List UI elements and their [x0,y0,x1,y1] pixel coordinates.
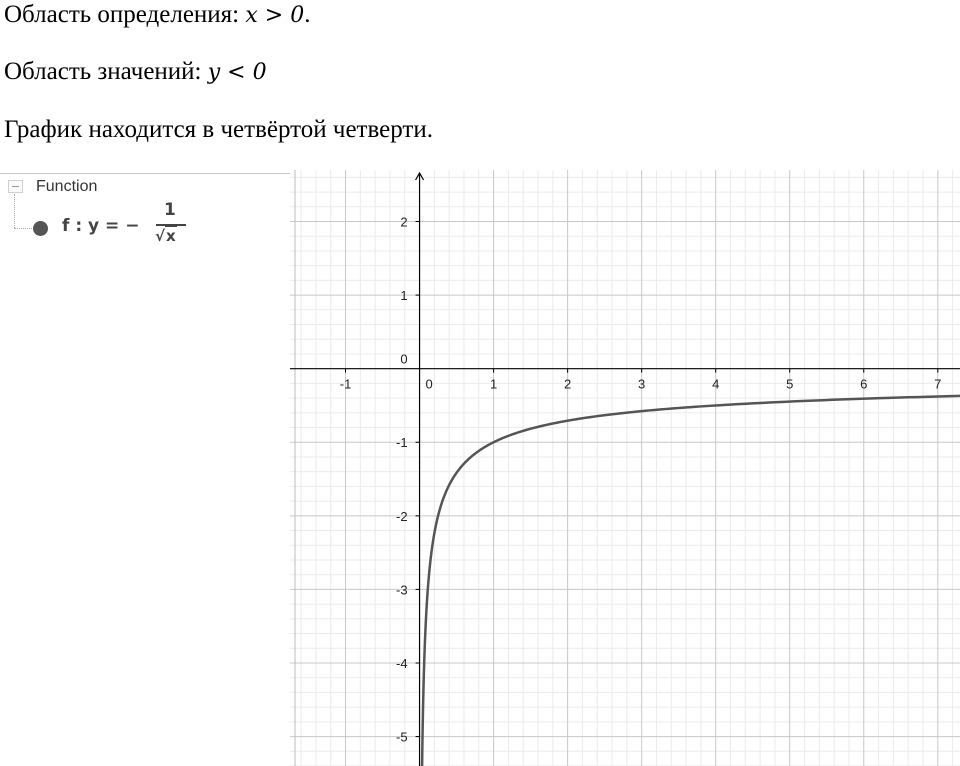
x-tick-label: 4 [712,376,720,392]
function-curve[interactable] [422,396,960,766]
axes [290,173,960,766]
y-tick-label: -4 [395,655,408,671]
y-tick-label: 0 [400,351,408,367]
y-tick-label: -3 [395,582,408,598]
x-tick-label: -1 [339,376,352,392]
domain-math: x > 0 [245,3,305,28]
range-statement: Область значений: y < 0 [4,58,267,85]
radical-sign: √ [155,227,166,245]
quadrant-statement: График находится в четвёртой четверти. [4,116,433,143]
major-grid [290,170,960,766]
tick-labels [340,215,942,745]
formula-denominator [155,227,177,245]
algebra-divider [0,173,290,174]
tree-line-vertical [14,194,15,228]
y-tick-label: -2 [395,508,408,524]
x-tick-label: 6 [860,376,868,392]
x-tick-label: 1 [489,376,498,392]
algebra-view [0,170,290,766]
x-tick-label: 5 [786,376,794,392]
x-tick-label: 2 [564,376,572,392]
y-tick-label: 2 [400,214,408,230]
visibility-dot-icon[interactable] [33,221,48,236]
formula-numerator: 1 [164,200,176,220]
function-group-label[interactable]: Function [36,178,98,195]
graphics-view[interactable] [290,170,960,766]
x-tick-label: 7 [934,376,942,392]
minor-grid [290,170,960,766]
y-tick-label: -1 [395,435,408,451]
x-tick-label: 0 [425,376,433,392]
tree-line-horizontal [14,228,32,229]
y-tick-label: -5 [395,729,408,745]
formula-lhs: f : y = − [62,216,140,236]
y-tick-label: 1 [400,288,408,304]
range-math: y < 0 [207,60,267,85]
radicand: x [166,227,176,245]
collapse-minus-icon[interactable] [8,180,23,193]
domain-statement: Область определения: x > 0. [4,1,311,28]
x-tick-label: 3 [638,376,646,392]
